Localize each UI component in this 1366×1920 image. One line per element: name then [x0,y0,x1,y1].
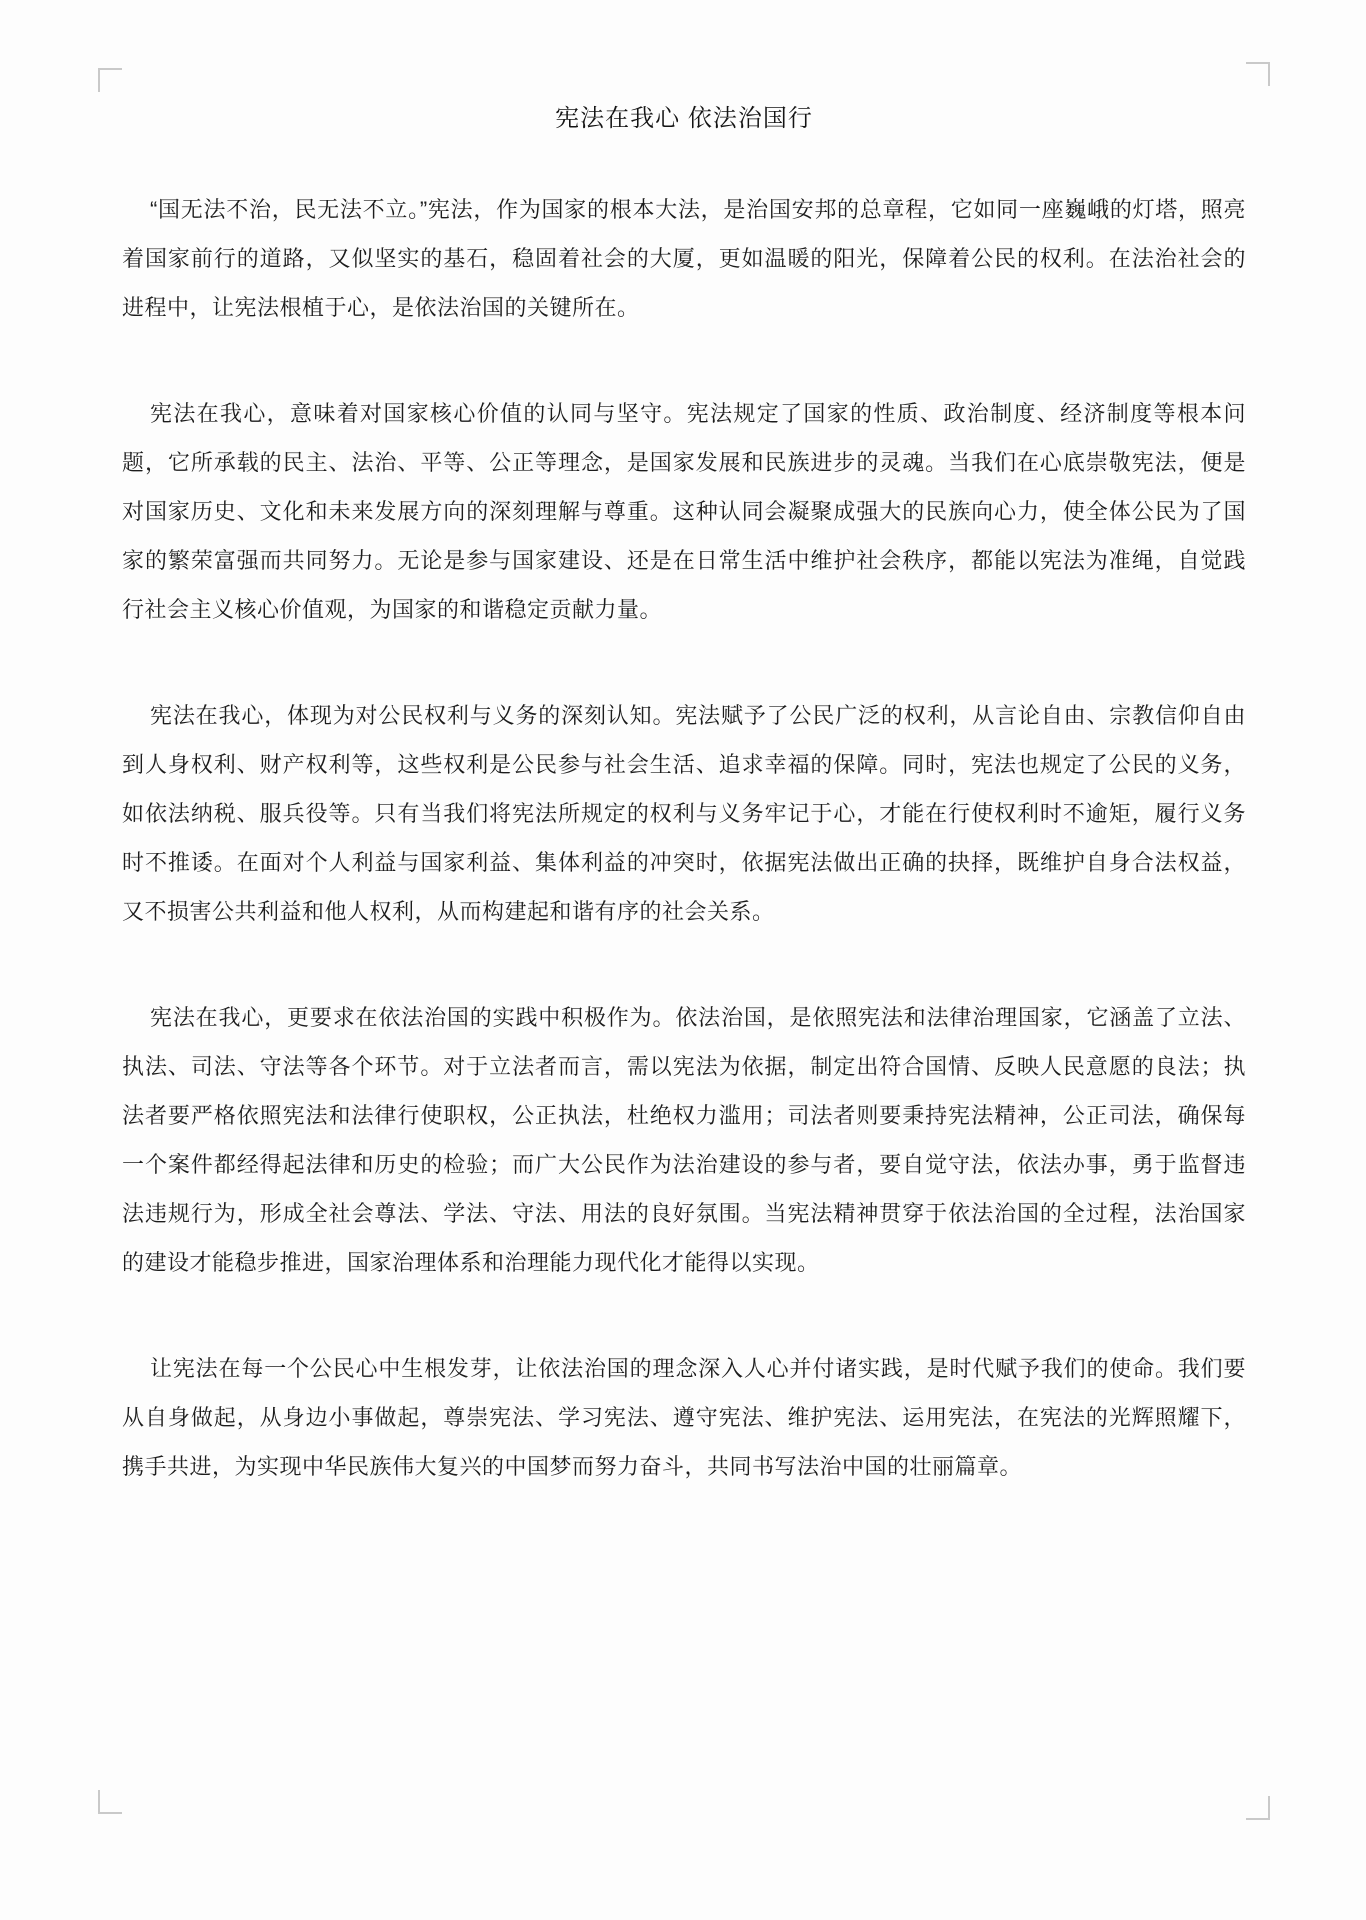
crop-mark-bottom-left-icon [98,1790,122,1814]
crop-mark-top-right-icon [1246,62,1270,86]
paragraph-3: 宪法在我心，体现为对公民权利与义务的深刻认知。宪法赋予了公民广泛的权利，从言论自由、宗教信仰自由到人身权利、财产权利等，这些权利是公民参与社会生活、追求幸福的保障。同时，宪法也规定了公民的义务，如依法纳税、服兵役等。只有当我们将宪法所规定的权利与义务牢记于心，才能在行使权利时不逾矩，履行义务时不推诿。在面对个人利益与国家利益、集体利益的冲突时，依据宪法做出正确的抉择，既维护自身合法权益，又不损害公共利益和他人权利，从而构建起和谐有序的社会关系。 [122,703,1246,924]
paragraph-4: 宪法在我心，更要求在依法治国的实践中积极作为。依法治国，是依照宪法和法律治理国家，它涵盖了立法、执法、司法、守法等各个环节。对于立法者而言，需以宪法为依据，制定出符合国情、反映人民意愿的良法；执法者要严格依照宪法和法律行使职权，公正执法，杜绝权力滥用；司法者则要秉持宪法精神，公正司法，确保每一个案件都经得起法律和历史的检验；而广大公民作为法治建设的参与者，要自觉守法，依法办事，勇于监督违法违规行为，形成全社会尊法、学法、守法、用法的良好氛围。当宪法精神贯穿于依法治国的全过程，法治国家的建设才能稳步推进，国家治理体系和治理能力现代化才能得以实现。 [122,1005,1246,1275]
paragraph-5: 让宪法在每一个公民心中生根发芽，让依法治国的理念深入人心并付诸实践，是时代赋予我们的使命。我们要从自身做起，从身边小事做起，尊崇宪法、学习宪法、遵守宪法、维护宪法、运用宪法，在宪法的光辉照耀下，携手共进，为实现中华民族伟大复兴的中国梦而努力奋斗，共同书写法治中国的壮丽篇章。 [122,1356,1246,1479]
crop-mark-top-left-icon [98,68,122,92]
paragraph-2: 宪法在我心，意味着对国家核心价值的认同与坚守。宪法规定了国家的性质、政治制度、经济制度等根本问题，它所承载的民主、法治、平等、公正等理念，是国家发展和民族进步的灵魂。当我们在心底崇敬宪法，便是对国家历史、文化和未来发展方向的深刻理解与尊重。这种认同会凝聚成强大的民族向心力，使全体公民为了国家的繁荣富强而共同努力。无论是参与国家建设、还是在日常生活中维护社会秩序，都能以宪法为准绳，自觉践行社会主义核心价值观，为国家的和谐稳定贡献力量。 [122,401,1246,622]
document-body [122,0,1246,1491]
paragraph-1: “国无法不治，民无法不立。”宪法，作为国家的根本大法，是治国安邦的总章程，它如同一座巍峨的灯塔，照亮着国家前行的道路，又似坚实的基石，稳固着社会的大厦，更如温暖的阳光，保障着公民的权利。在法治社会的进程中，让宪法根植于心，是依法治国的关键所在。 [122,197,1246,320]
crop-mark-bottom-right-icon [1246,1796,1270,1820]
page-title: 宪法在我心 依法治国行 [555,105,813,132]
